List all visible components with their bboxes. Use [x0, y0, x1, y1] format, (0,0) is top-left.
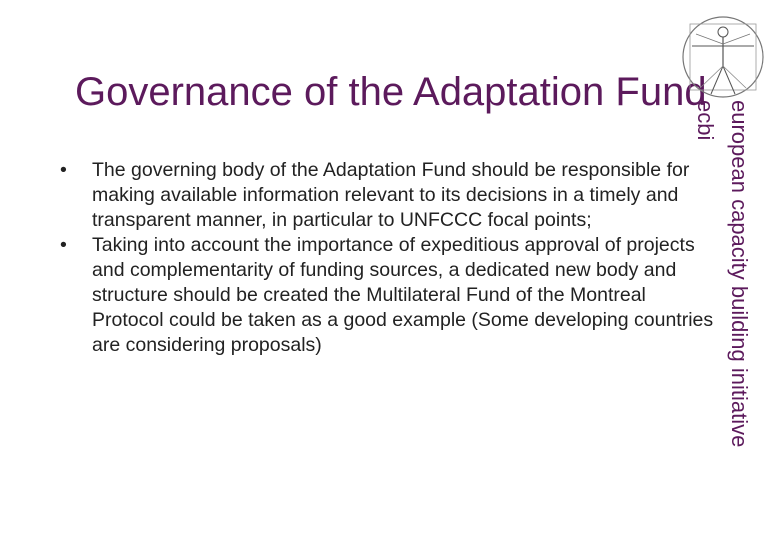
list-item [60, 233, 720, 358]
bullet-dot: • [60, 234, 67, 256]
brand-acronym: ecbi [693, 100, 718, 141]
bullet-dot: • [60, 159, 67, 181]
bullet-list [60, 158, 720, 358]
list-item [60, 158, 720, 233]
brand-full-name: european capacity building initiative [727, 100, 752, 448]
slide-title: Governance of the Adaptation Fund [75, 70, 707, 114]
bullet-text: Taking into account the importance of expeditious approval of projects and complementarity of funding sources, a dedicated new body and structure should be created the Multilateral Fund of the Montreal Protocol could be taken as a good example (Some developing countries are considering proposals) [92, 234, 714, 356]
vitruvian-man-logo-icon [678, 14, 768, 100]
bullet-text: The governing body of the Adaptation Fund should be responsible for making available information relevant to its decisions in a timely and transparent manner, in particular to UNFCCC focal points; [92, 159, 690, 231]
